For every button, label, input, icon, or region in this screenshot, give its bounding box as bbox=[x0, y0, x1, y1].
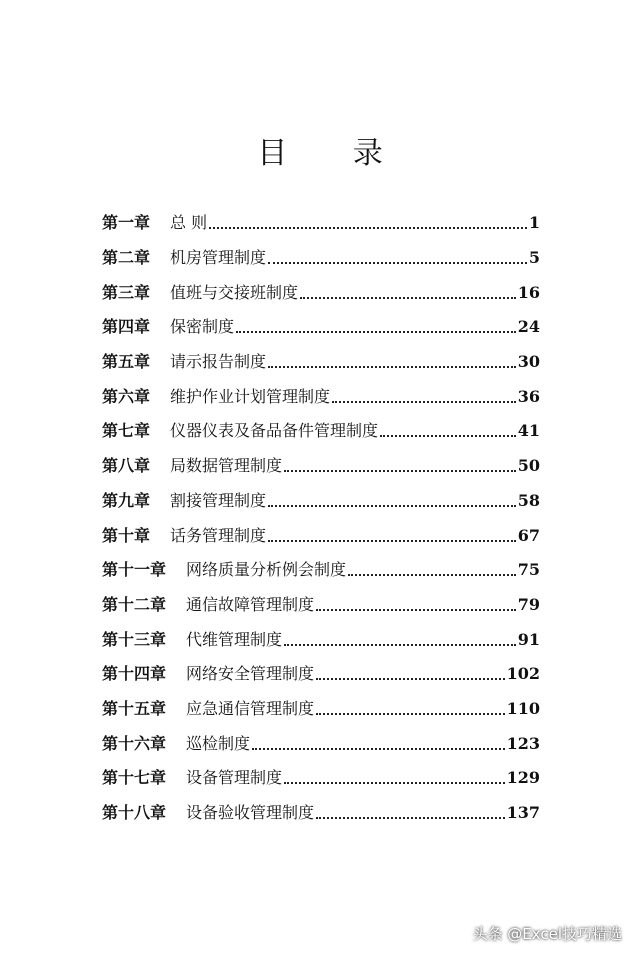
toc-chapter: 第十六章 bbox=[102, 733, 167, 753]
toc-row bbox=[102, 553, 540, 588]
toc-name: 割接管理制度 bbox=[170, 490, 267, 510]
toc-page-number: 75 bbox=[517, 560, 540, 580]
toc-chapter: 第一章 bbox=[102, 213, 151, 233]
toc-name: 巡检制度 bbox=[186, 733, 251, 753]
toc-row bbox=[102, 241, 540, 276]
toc-name: 代维管理制度 bbox=[186, 629, 283, 649]
toc-leader-dots bbox=[316, 593, 516, 611]
watermark: 头条 @Excel技巧精选 bbox=[472, 925, 622, 943]
toc-name: 网络质量分析例会制度 bbox=[186, 560, 347, 580]
toc-row bbox=[102, 345, 540, 380]
toc-chapter: 第二章 bbox=[102, 248, 151, 268]
toc-chapter: 第十二章 bbox=[102, 594, 167, 614]
toc-chapter: 第十三章 bbox=[102, 629, 167, 649]
toc-leader-dots bbox=[209, 211, 527, 229]
toc-leader-dots bbox=[300, 281, 516, 299]
toc-leader-dots bbox=[252, 732, 505, 750]
toc-name: 值班与交接班制度 bbox=[170, 282, 299, 302]
toc-leader-dots bbox=[284, 628, 516, 646]
table-of-contents bbox=[102, 206, 540, 830]
toc-row bbox=[102, 484, 540, 519]
toc-name: 请示报告制度 bbox=[170, 352, 267, 372]
toc-leader-dots bbox=[316, 697, 505, 715]
toc-leader-dots bbox=[380, 419, 516, 437]
toc-page-number: 102 bbox=[506, 664, 540, 684]
toc-row bbox=[102, 622, 540, 657]
toc-leader-dots bbox=[348, 558, 516, 576]
toc-chapter: 第三章 bbox=[102, 282, 151, 302]
toc-row bbox=[102, 692, 540, 727]
toc-leader-dots bbox=[284, 766, 505, 784]
toc-leader-dots bbox=[236, 315, 516, 333]
toc-chapter: 第九章 bbox=[102, 490, 151, 510]
toc-chapter: 第八章 bbox=[102, 456, 151, 476]
toc-page-number: 67 bbox=[517, 525, 540, 545]
toc-row bbox=[102, 379, 540, 414]
toc-chapter: 第五章 bbox=[102, 352, 151, 372]
toc-page-number: 137 bbox=[506, 803, 540, 823]
toc-name: 应急通信管理制度 bbox=[186, 698, 315, 718]
toc-page-number: 41 bbox=[517, 421, 540, 441]
toc-leader-dots bbox=[268, 489, 516, 507]
toc-page-number: 91 bbox=[517, 629, 540, 649]
toc-page-number: 5 bbox=[528, 248, 540, 268]
toc-page-number: 110 bbox=[506, 698, 540, 718]
toc-row bbox=[102, 206, 540, 241]
toc-page-number: 129 bbox=[506, 768, 540, 788]
toc-leader-dots bbox=[332, 385, 516, 403]
toc-name: 总 则 bbox=[170, 213, 208, 233]
toc-name: 仪器仪表及备品备件管理制度 bbox=[170, 421, 379, 441]
toc-chapter: 第六章 bbox=[102, 386, 151, 406]
toc-page-number: 16 bbox=[517, 282, 540, 302]
toc-leader-dots bbox=[284, 454, 516, 472]
toc-name: 通信故障管理制度 bbox=[186, 594, 315, 614]
toc-row bbox=[102, 449, 540, 484]
toc-chapter: 第十五章 bbox=[102, 698, 167, 718]
toc-chapter: 第十四章 bbox=[102, 664, 167, 684]
toc-name: 局数据管理制度 bbox=[170, 456, 283, 476]
toc-page-number: 50 bbox=[517, 456, 540, 476]
toc-leader-dots bbox=[268, 246, 527, 264]
toc-page-number: 36 bbox=[517, 386, 540, 406]
toc-page-number: 30 bbox=[517, 352, 540, 372]
toc-leader-dots bbox=[316, 801, 505, 819]
toc-chapter: 第七章 bbox=[102, 421, 151, 441]
page-title: 目 录 bbox=[257, 136, 411, 171]
toc-name: 设备管理制度 bbox=[186, 768, 283, 788]
toc-name: 维护作业计划管理制度 bbox=[170, 386, 331, 406]
toc-leader-dots bbox=[316, 662, 505, 680]
toc-row bbox=[102, 518, 540, 553]
toc-page-number: 58 bbox=[517, 490, 540, 510]
toc-leader-dots bbox=[268, 350, 516, 368]
toc-chapter: 第十一章 bbox=[102, 560, 167, 580]
toc-row bbox=[102, 657, 540, 692]
toc-name: 设备验收管理制度 bbox=[186, 803, 315, 823]
toc-page-number: 123 bbox=[506, 733, 540, 753]
toc-page-number: 24 bbox=[517, 317, 540, 337]
toc-row bbox=[102, 761, 540, 796]
toc-row bbox=[102, 726, 540, 761]
toc-leader-dots bbox=[268, 524, 516, 542]
toc-chapter: 第十八章 bbox=[102, 803, 167, 823]
toc-page-number: 1 bbox=[528, 213, 540, 233]
toc-name: 保密制度 bbox=[170, 317, 235, 337]
toc-name: 话务管理制度 bbox=[170, 525, 267, 545]
toc-chapter: 第四章 bbox=[102, 317, 151, 337]
toc-name: 网络安全管理制度 bbox=[186, 664, 315, 684]
toc-row bbox=[102, 796, 540, 831]
toc-row bbox=[102, 588, 540, 623]
toc-row bbox=[102, 275, 540, 310]
toc-row bbox=[102, 310, 540, 345]
toc-page-number: 79 bbox=[517, 594, 540, 614]
toc-row bbox=[102, 414, 540, 449]
toc-chapter: 第十七章 bbox=[102, 768, 167, 788]
toc-name: 机房管理制度 bbox=[170, 248, 267, 268]
toc-chapter: 第十章 bbox=[102, 525, 151, 545]
